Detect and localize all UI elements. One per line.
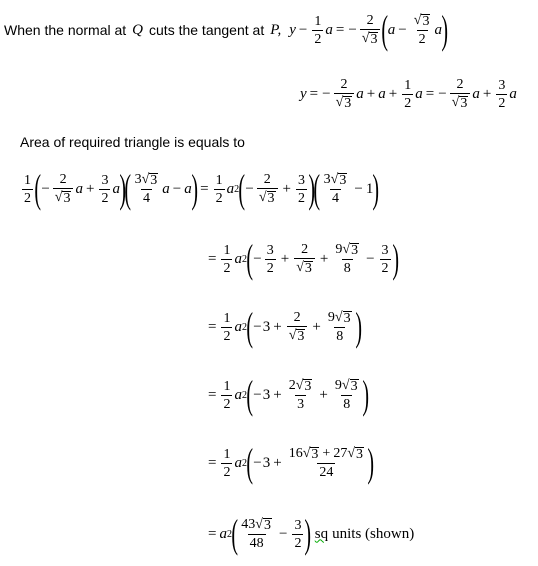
eq4-line: = $\frac{1}{2}$ a 2 ( − $\frac{3}{2}$ + 2 √ 3 + 9 √ 3 8 − $\frac{3}{2}$ )	[208, 236, 399, 281]
var-y: y	[300, 85, 307, 102]
op-eq: =	[335, 21, 345, 38]
radical-sign: √	[361, 31, 370, 46]
frac-2-sqrt3	[360, 13, 381, 47]
point-p: P,	[270, 21, 282, 38]
sqrt	[414, 14, 431, 29]
eq6-line: = $\frac{1}{2}$ a 2 ( − 3 + 2 √ 3 3 + 9 √ 3 8 )	[208, 372, 369, 417]
var-y: y	[289, 21, 296, 38]
sqrt	[362, 32, 379, 47]
var-a: a	[387, 21, 396, 38]
radical-sign: √	[413, 13, 422, 28]
frac: 2 √ 3	[334, 77, 355, 111]
frac-num: 2	[366, 13, 374, 28]
eq3-line: $\frac{1}{2}$ ( − 2 √ 3 a + $\frac{3}{2}$ a ) ( 3 √ 3 4 a − a ) = $\frac{1}{2}$ a 2 ( − 2 √ 3 + $\frac{3}{2}$ ) ( 3 √ 3 4 − 1 )	[24, 166, 380, 211]
final-units-rest: units (shown)	[332, 525, 415, 542]
eq2-line: y = − 2 √ 3 a + a + $\frac{1}{2}$ a = − 2 √ 3 a + $\frac{3}{2}$ a	[300, 77, 517, 111]
frac-den	[360, 29, 381, 47]
frac-num	[412, 13, 433, 30]
var-a: a	[434, 21, 442, 38]
frac-den: 2	[314, 31, 322, 47]
intro-line	[4, 7, 448, 52]
paren-close: )	[441, 7, 448, 52]
frac: 2 √ 3	[450, 77, 471, 111]
frac-num: 1	[314, 13, 322, 29]
frac-den: 2	[418, 32, 426, 47]
intro-text-b: cuts the tangent at	[149, 22, 265, 38]
point-q: Q	[132, 21, 144, 38]
op-minus: −	[398, 21, 407, 38]
intro-text-a: When the normal at	[4, 22, 127, 38]
frac-sqrt3-2	[412, 13, 433, 47]
frac: $\frac{1}{2}$	[404, 77, 412, 111]
radicand: 3	[370, 32, 378, 47]
frac-1-2	[312, 14, 323, 47]
final-units-sq: sq	[314, 525, 329, 542]
frac: $\frac{3}{2}$	[498, 77, 506, 111]
radicand: 3	[422, 14, 430, 29]
var-a: a	[325, 21, 333, 38]
op-neg: −	[348, 21, 357, 38]
eq7-line: = $\frac{1}{2}$ a 2 ( − 3 + 16 √ 3 + 27 √ 3 24 )	[208, 440, 375, 485]
op-minus: −	[298, 21, 308, 38]
area-heading: Area of required triangle is equals to	[20, 134, 245, 150]
eq5-line: = $\frac{1}{2}$ a 2 ( − 3 + 2 √ 3 + 9 √ 3 8 )	[208, 304, 362, 349]
eq8-line: = a 2 ( 43 √ 3 48 − $\frac{3}{2}$ ) sq units (shown)	[208, 511, 415, 556]
paren-open: (	[381, 7, 389, 52]
